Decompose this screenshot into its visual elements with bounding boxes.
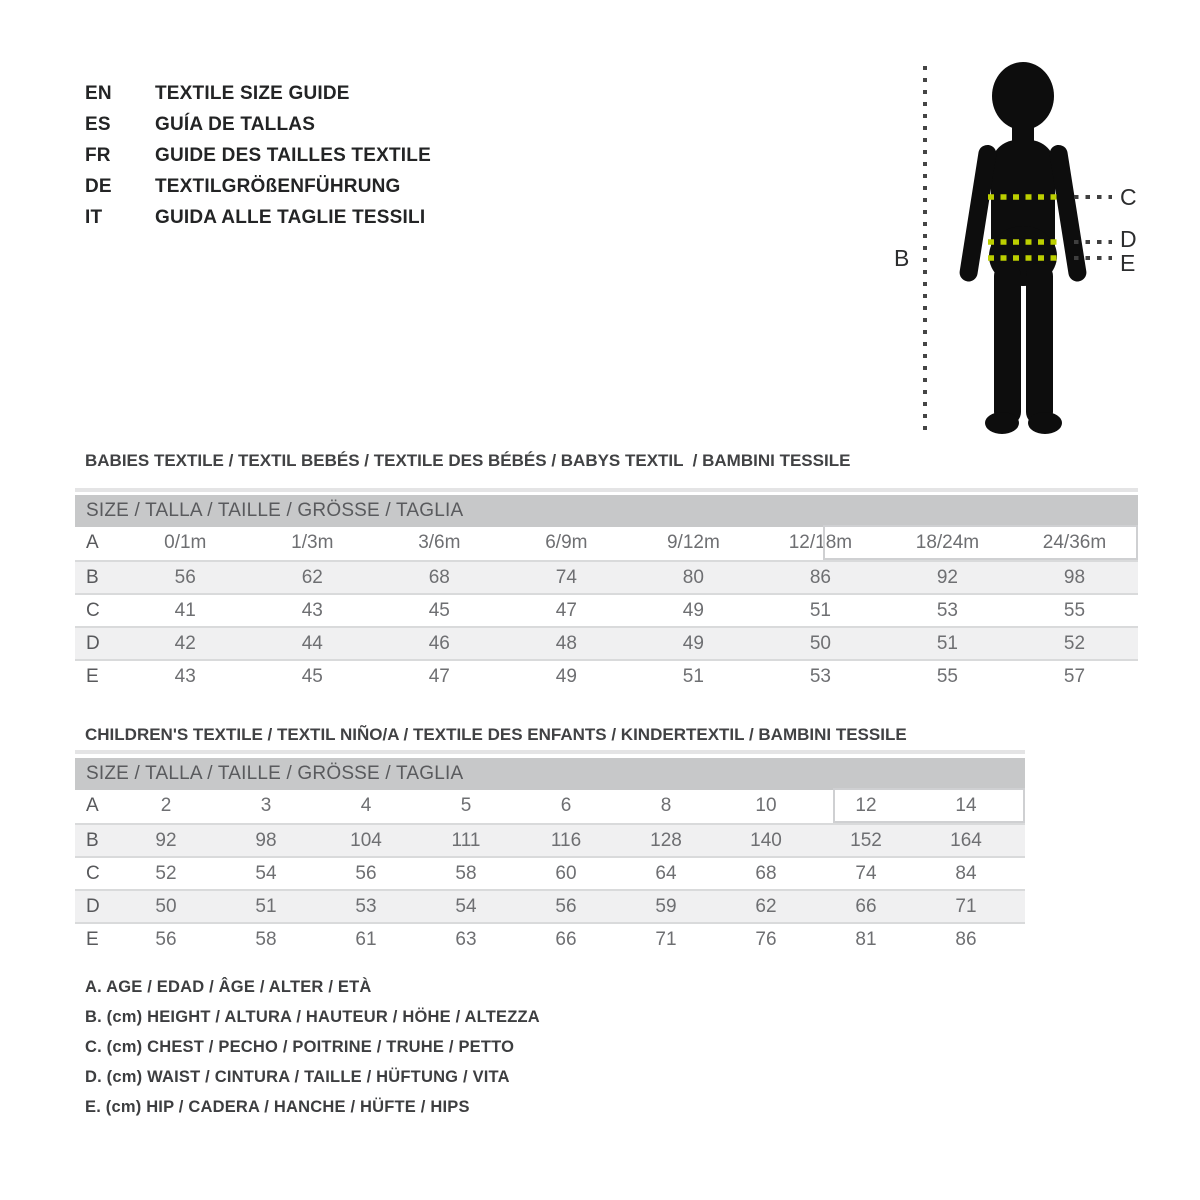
measurement-figure (880, 50, 1140, 470)
children-size-highlight-box (833, 788, 1025, 823)
language-code: ES (85, 114, 111, 135)
babies-size-highlight-box (823, 525, 1138, 560)
row-label: D (86, 896, 100, 917)
table-cell: 46 (428, 633, 450, 654)
table-cell: 54 (255, 863, 277, 884)
table-cell: 4 (360, 795, 372, 816)
table-cell: 10 (755, 795, 777, 816)
table-cell: 71 (655, 929, 677, 950)
table-cell: 12 (855, 795, 877, 816)
table-cell: 47 (555, 600, 577, 621)
table-cell: 49 (555, 666, 577, 687)
language-row-fr (85, 140, 431, 171)
table-cell: 51 (682, 666, 704, 687)
table-cell: 63 (455, 929, 477, 950)
table-cell: 49 (682, 633, 704, 654)
table-cell: 86 (955, 929, 977, 950)
size-header-bar: SIZE / TALLA / TAILLE / GRÖSSE / TAGLIA (75, 758, 1025, 790)
table-cell: 62 (755, 896, 777, 917)
babies-size-table (75, 488, 1138, 692)
table-cell: 42 (174, 633, 196, 654)
table-cell: 53 (936, 600, 958, 621)
table-cell: 5 (460, 795, 472, 816)
table-row-E (75, 922, 1025, 955)
table-cell: 14 (955, 795, 977, 816)
table-cell: 43 (301, 600, 323, 621)
table-cell: 104 (350, 830, 382, 851)
table-cell: 92 (936, 567, 958, 588)
table-cell: 43 (174, 666, 196, 687)
legend-item-chest: C. (cm) CHEST / PECHO / POITRINE / TRUHE / PETTO (85, 1038, 515, 1056)
table-cell: 152 (850, 830, 882, 851)
table-row-B (75, 823, 1025, 856)
table-cell: 55 (1063, 600, 1086, 621)
row-label: D (86, 633, 100, 654)
language-title: GUÍA DE TALLAS (155, 114, 316, 135)
language-title: TEXTILGRÖßENFÜHRUNG (155, 176, 401, 197)
table-cell: 74 (555, 567, 577, 588)
table-row-C (75, 593, 1138, 626)
table-cell: 66 (555, 929, 577, 950)
table-cell: 47 (428, 666, 450, 687)
table-cell: 81 (855, 929, 877, 950)
table-cell: 56 (555, 896, 577, 917)
babies-section-heading: BABIES TEXTILE / TEXTIL BEBÉS / TEXTILE DES BÉBÉS / BABYS TEXTIL / BAMBINI TESSILE (85, 451, 851, 470)
child-figure-svg (880, 50, 1140, 470)
language-title: GUIDE DES TAILLES TEXTILE (155, 145, 431, 166)
table-cell: 55 (936, 666, 958, 687)
legend-item-age: A. AGE / EDAD / ÂGE / ALTER / ETÀ (85, 978, 372, 996)
table-cell: 140 (750, 830, 782, 851)
table-cell: 6/9m (545, 532, 588, 553)
table-cell: 53 (355, 896, 377, 917)
table-cell: 50 (809, 633, 831, 654)
table-cell: 49 (682, 600, 704, 621)
table-row-E (75, 659, 1138, 692)
table-cell: 68 (755, 863, 777, 884)
table-cell: 56 (174, 567, 196, 588)
language-code: DE (85, 176, 112, 197)
table-cell: 52 (155, 863, 177, 884)
language-row-de (85, 171, 431, 202)
waist-label: D (1120, 226, 1137, 252)
table-cell: 51 (255, 896, 277, 917)
height-label: B (894, 245, 910, 271)
table-row-C (75, 856, 1025, 889)
table-cell: 74 (855, 863, 877, 884)
table-cell: 53 (809, 666, 831, 687)
table-cell: 116 (550, 830, 582, 851)
table-cell: 41 (174, 600, 196, 621)
table-cell: 45 (428, 600, 450, 621)
table-cell: 61 (355, 929, 377, 950)
legend-item-waist: D. (cm) WAIST / CINTURA / TAILLE / HÜFTUNG / VITA (85, 1068, 510, 1086)
table-cell: 56 (155, 929, 177, 950)
table-cell: 54 (455, 896, 477, 917)
table-cell: 57 (1063, 666, 1086, 687)
table-cell: 58 (455, 863, 477, 884)
table-cell: 76 (755, 929, 777, 950)
table-cell: 12/18m (788, 532, 853, 553)
table-cell: 80 (682, 567, 704, 588)
chest-label: C (1120, 184, 1137, 210)
children-section-heading: CHILDREN'S TEXTILE / TEXTIL NIÑO/A / TEXTILE DES ENFANTS / KINDERTEXTIL / BAMBINI TESSILE (85, 725, 907, 744)
language-code: IT (85, 207, 103, 228)
table-cell: 0/1m (164, 532, 207, 553)
table-cell: 66 (855, 896, 877, 917)
table-row-B (75, 560, 1138, 593)
table-cell: 164 (950, 830, 982, 851)
language-title: TEXTILE SIZE GUIDE (155, 83, 350, 104)
table-cell: 64 (655, 863, 677, 884)
table-cell: 51 (936, 633, 958, 654)
row-label: C (86, 863, 100, 884)
table-cell: 59 (655, 896, 677, 917)
table-cell: 86 (809, 567, 831, 588)
table-cell: 111 (451, 830, 481, 851)
size-header-bar: SIZE / TALLA / TAILLE / GRÖSSE / TAGLIA (75, 495, 1138, 527)
table-cell: 52 (1063, 633, 1086, 654)
row-label: B (86, 567, 99, 588)
table-top-strip (75, 750, 1025, 754)
language-title-list (85, 78, 431, 233)
table-cell: 60 (555, 863, 577, 884)
measurement-legend (85, 972, 540, 1122)
table-cell: 56 (355, 863, 377, 884)
row-label: E (86, 666, 99, 687)
table-cell: 50 (155, 896, 177, 917)
hip-label: E (1120, 250, 1136, 276)
table-cell: 3/6m (418, 532, 461, 553)
table-cell: 8 (660, 795, 672, 816)
row-label: C (86, 600, 100, 621)
table-cell: 71 (955, 896, 977, 917)
table-cell: 18/24m (915, 532, 980, 553)
table-cell: 58 (255, 929, 277, 950)
language-title: GUIDA ALLE TAGLIE TESSILI (155, 207, 426, 228)
table-cell: 98 (255, 830, 277, 851)
language-row-es (85, 109, 431, 140)
table-cell: 62 (301, 567, 323, 588)
table-cell: 84 (955, 863, 977, 884)
row-label: B (86, 830, 99, 851)
table-cell: 98 (1063, 567, 1086, 588)
table-cell: 3 (260, 795, 272, 816)
table-cell: 68 (428, 567, 450, 588)
row-label: A (86, 795, 99, 816)
table-row-D (75, 889, 1025, 922)
language-code: FR (85, 145, 111, 166)
table-cell: 48 (555, 633, 577, 654)
table-cell: 45 (301, 666, 323, 687)
children-size-table (75, 750, 1025, 955)
row-label: E (86, 929, 99, 950)
table-cell: 2 (160, 795, 172, 816)
language-code: EN (85, 83, 112, 104)
table-row-D (75, 626, 1138, 659)
legend-item-height: B. (cm) HEIGHT / ALTURA / HAUTEUR / HÖHE / ALTEZZA (85, 1008, 540, 1026)
table-cell: 92 (155, 830, 177, 851)
table-cell: 1/3m (291, 532, 334, 553)
table-cell: 24/36m (1042, 532, 1107, 553)
language-row-en (85, 78, 431, 109)
table-cell: 128 (650, 830, 682, 851)
table-cell: 6 (560, 795, 572, 816)
table-cell: 51 (809, 600, 831, 621)
row-label: A (86, 532, 99, 553)
legend-item-hip: E. (cm) HIP / CADERA / HANCHE / HÜFTE / HIPS (85, 1098, 470, 1116)
table-cell: 44 (301, 633, 323, 654)
child-silhouette (958, 62, 1087, 434)
language-row-it (85, 202, 431, 233)
table-cell: 9/12m (666, 532, 720, 553)
table-top-strip (75, 488, 1138, 492)
